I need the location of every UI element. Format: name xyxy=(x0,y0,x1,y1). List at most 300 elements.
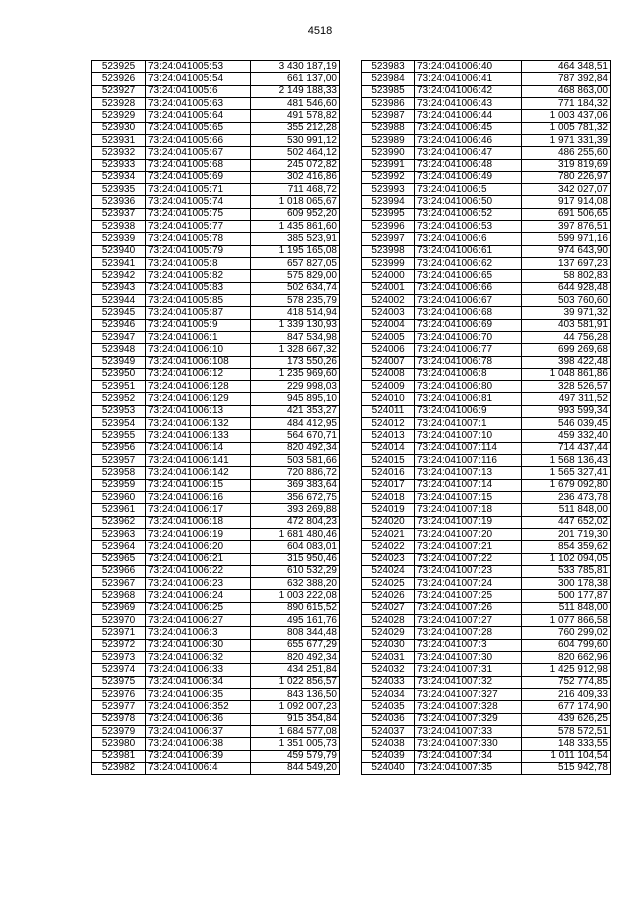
row-number-cell: 524006 xyxy=(362,344,415,356)
value-cell: 632 388,20 xyxy=(251,578,340,590)
row-number-cell: 523945 xyxy=(92,307,146,319)
page-number: 4518 xyxy=(307,25,333,37)
row-number-cell: 523930 xyxy=(92,122,146,134)
cadastral-number-cell: 73:24:041006:65 xyxy=(415,270,522,282)
value-cell: 1 195 165,08 xyxy=(251,245,340,257)
value-cell: 604 083,01 xyxy=(251,541,340,553)
value-cell: 1 077 866,58 xyxy=(522,615,611,627)
table-row xyxy=(362,516,611,528)
cadastral-number-cell: 73:24:041006:50 xyxy=(415,196,522,208)
cadastral-number-cell: 73:24:041007:24 xyxy=(415,578,522,590)
value-cell: 917 914,08 xyxy=(522,196,611,208)
table-row xyxy=(362,430,611,442)
row-number-cell: 524013 xyxy=(362,430,415,442)
cadastral-number-cell: 73:24:041006:17 xyxy=(146,504,251,516)
row-number-cell: 523964 xyxy=(92,541,146,553)
value-cell: 677 174,90 xyxy=(522,701,611,713)
value-cell: 564 670,71 xyxy=(251,430,340,442)
value-cell: 44 756,28 xyxy=(522,331,611,343)
row-number-cell: 524026 xyxy=(362,590,415,602)
table-row xyxy=(92,418,340,430)
cadastral-number-cell: 73:24:041005:78 xyxy=(146,233,251,245)
row-number-cell: 523971 xyxy=(92,627,146,639)
row-number-cell: 523953 xyxy=(92,405,146,417)
table-row xyxy=(92,221,340,233)
value-cell: 491 578,82 xyxy=(251,110,340,122)
value-cell: 39 971,32 xyxy=(522,307,611,319)
cadastral-number-cell: 73:24:041006:33 xyxy=(146,664,251,676)
value-cell: 657 827,05 xyxy=(251,258,340,270)
cadastral-number-cell: 73:24:041005:83 xyxy=(146,282,251,294)
value-cell: 439 626,25 xyxy=(522,713,611,725)
row-number-cell: 524039 xyxy=(362,750,415,762)
table-row xyxy=(92,97,340,109)
table-row xyxy=(92,479,340,491)
row-number-cell: 523982 xyxy=(92,762,146,774)
cadastral-number-cell: 73:24:041006:39 xyxy=(146,750,251,762)
row-number-cell: 523972 xyxy=(92,639,146,651)
cadastral-number-cell: 73:24:041006:53 xyxy=(415,221,522,233)
row-number-cell: 523955 xyxy=(92,430,146,442)
cadastral-number-cell: 73:24:041006:3 xyxy=(146,627,251,639)
value-cell: 3 430 187,19 xyxy=(251,61,340,73)
row-number-cell: 524022 xyxy=(362,541,415,553)
cadastral-number-cell: 73:24:041006:80 xyxy=(415,381,522,393)
row-number-cell: 523968 xyxy=(92,590,146,602)
value-cell: 385 523,91 xyxy=(251,233,340,245)
cadastral-number-cell: 73:24:041007:3 xyxy=(415,639,522,651)
value-cell: 847 534,98 xyxy=(251,331,340,343)
table-row xyxy=(92,147,340,159)
row-number-cell: 523931 xyxy=(92,134,146,146)
row-number-cell: 523925 xyxy=(92,61,146,73)
cadastral-number-cell: 73:24:041006:352 xyxy=(146,701,251,713)
row-number-cell: 524005 xyxy=(362,331,415,343)
value-cell: 691 506,65 xyxy=(522,208,611,220)
value-cell: 328 526,57 xyxy=(522,381,611,393)
table-row xyxy=(362,676,611,688)
row-number-cell: 523948 xyxy=(92,344,146,356)
row-number-cell: 524034 xyxy=(362,688,415,700)
cadastral-number-cell: 73:24:041006:40 xyxy=(415,61,522,73)
row-number-cell: 524031 xyxy=(362,652,415,664)
row-number-cell: 523990 xyxy=(362,147,415,159)
value-cell: 808 344,48 xyxy=(251,627,340,639)
row-number-cell: 524033 xyxy=(362,676,415,688)
cadastral-number-cell: 73:24:041006:108 xyxy=(146,356,251,368)
value-cell: 459 579,79 xyxy=(251,750,340,762)
table-row xyxy=(362,602,611,614)
cadastral-number-cell: 73:24:041005:87 xyxy=(146,307,251,319)
value-cell: 245 072,82 xyxy=(251,159,340,171)
cadastral-number-cell: 73:24:041006:30 xyxy=(146,639,251,651)
table-row xyxy=(92,688,340,700)
row-number-cell: 523966 xyxy=(92,565,146,577)
value-cell: 844 549,20 xyxy=(251,762,340,774)
row-number-cell: 524010 xyxy=(362,393,415,405)
value-cell: 1 235 969,60 xyxy=(251,368,340,380)
cadastral-number-cell: 73:24:041007:28 xyxy=(415,627,522,639)
table-row xyxy=(92,61,340,73)
cadastral-number-cell: 73:24:041006:129 xyxy=(146,393,251,405)
table-row xyxy=(92,270,340,282)
cadastral-number-cell: 73:24:041007:31 xyxy=(415,664,522,676)
cadastral-number-cell: 73:24:041006:37 xyxy=(146,725,251,737)
table-row xyxy=(92,762,340,774)
row-number-cell: 523977 xyxy=(92,701,146,713)
value-cell: 820 492,34 xyxy=(251,652,340,664)
row-number-cell: 523952 xyxy=(92,393,146,405)
cadastral-number-cell: 73:24:041006:4 xyxy=(146,762,251,774)
cadastral-number-cell: 73:24:041007:33 xyxy=(415,725,522,737)
cadastral-number-cell: 73:24:041006:13 xyxy=(146,405,251,417)
table-row xyxy=(92,368,340,380)
value-cell: 854 359,62 xyxy=(522,541,611,553)
row-number-cell: 523983 xyxy=(362,61,415,73)
value-cell: 1 351 005,73 xyxy=(251,738,340,750)
value-cell: 1 102 094,05 xyxy=(522,553,611,565)
row-number-cell: 523991 xyxy=(362,159,415,171)
row-number-cell: 524007 xyxy=(362,356,415,368)
row-number-cell: 524040 xyxy=(362,762,415,774)
table-row xyxy=(92,602,340,614)
table-row xyxy=(92,282,340,294)
value-cell: 421 353,27 xyxy=(251,405,340,417)
cadastral-number-cell: 73:24:041006:133 xyxy=(146,430,251,442)
table-row xyxy=(362,738,611,750)
table-row xyxy=(92,258,340,270)
row-number-cell: 523965 xyxy=(92,553,146,565)
table-row xyxy=(362,282,611,294)
value-cell: 1 003 222,08 xyxy=(251,590,340,602)
table-row xyxy=(362,344,611,356)
cadastral-number-cell: 73:24:041006:81 xyxy=(415,393,522,405)
cadastral-number-cell: 73:24:041005:66 xyxy=(146,134,251,146)
table-row xyxy=(92,319,340,331)
row-number-cell: 523973 xyxy=(92,652,146,664)
cadastral-number-cell: 73:24:041005:71 xyxy=(146,184,251,196)
cadastral-number-cell: 73:24:041006:24 xyxy=(146,590,251,602)
row-number-cell: 523999 xyxy=(362,258,415,270)
table-row xyxy=(362,664,611,676)
cadastral-number-cell: 73:24:041007:116 xyxy=(415,455,522,467)
row-number-cell: 523969 xyxy=(92,602,146,614)
cadastral-number-cell: 73:24:041006:43 xyxy=(415,97,522,109)
table-row xyxy=(92,159,340,171)
row-number-cell: 524018 xyxy=(362,491,415,503)
row-number-cell: 523926 xyxy=(92,73,146,85)
row-number-cell: 524011 xyxy=(362,405,415,417)
cadastral-number-cell: 73:24:041007:13 xyxy=(415,467,522,479)
row-number-cell: 523975 xyxy=(92,676,146,688)
cadastral-number-cell: 73:24:041006:10 xyxy=(146,344,251,356)
value-cell: 993 599,34 xyxy=(522,405,611,417)
value-cell: 1 681 480,46 xyxy=(251,528,340,540)
value-cell: 319 819,69 xyxy=(522,159,611,171)
row-number-cell: 523957 xyxy=(92,455,146,467)
value-cell: 1 005 781,32 xyxy=(522,122,611,134)
table-row xyxy=(92,208,340,220)
cadastral-number-cell: 73:24:041006:36 xyxy=(146,713,251,725)
row-number-cell: 523951 xyxy=(92,381,146,393)
table-row xyxy=(92,184,340,196)
row-number-cell: 524030 xyxy=(362,639,415,651)
row-number-cell: 524004 xyxy=(362,319,415,331)
cadastral-number-cell: 73:24:041006:9 xyxy=(415,405,522,417)
cadastral-number-cell: 73:24:041006:15 xyxy=(146,479,251,491)
row-number-cell: 524032 xyxy=(362,664,415,676)
table-row xyxy=(362,159,611,171)
value-cell: 546 039,45 xyxy=(522,418,611,430)
table-row xyxy=(362,578,611,590)
value-cell: 699 269,68 xyxy=(522,344,611,356)
value-cell: 500 177,87 xyxy=(522,590,611,602)
cadastral-number-cell: 73:24:041006:52 xyxy=(415,208,522,220)
table-row xyxy=(362,208,611,220)
row-number-cell: 523943 xyxy=(92,282,146,294)
value-cell: 511 848,00 xyxy=(522,504,611,516)
row-number-cell: 523998 xyxy=(362,245,415,257)
cadastral-number-cell: 73:24:041007:32 xyxy=(415,676,522,688)
table-row xyxy=(362,688,611,700)
value-cell: 403 581,91 xyxy=(522,319,611,331)
value-cell: 661 137,00 xyxy=(251,73,340,85)
table-row xyxy=(362,565,611,577)
value-cell: 137 697,23 xyxy=(522,258,611,270)
table-row xyxy=(92,73,340,85)
table-row xyxy=(92,430,340,442)
table-row xyxy=(92,615,340,627)
value-cell: 236 473,78 xyxy=(522,491,611,503)
value-cell: 511 848,00 xyxy=(522,602,611,614)
table-row xyxy=(362,270,611,282)
row-number-cell: 523978 xyxy=(92,713,146,725)
table-row xyxy=(92,652,340,664)
value-cell: 604 799,60 xyxy=(522,639,611,651)
value-cell: 398 422,48 xyxy=(522,356,611,368)
cadastral-number-cell: 73:24:041006:68 xyxy=(415,307,522,319)
value-cell: 481 546,60 xyxy=(251,97,340,109)
value-cell: 503 760,60 xyxy=(522,294,611,306)
table-row xyxy=(92,738,340,750)
table-row xyxy=(92,627,340,639)
value-cell: 974 643,90 xyxy=(522,245,611,257)
value-cell: 915 354,84 xyxy=(251,713,340,725)
table-row xyxy=(92,725,340,737)
table-row xyxy=(362,184,611,196)
value-cell: 464 348,51 xyxy=(522,61,611,73)
row-number-cell: 523986 xyxy=(362,97,415,109)
value-cell: 752 774,85 xyxy=(522,676,611,688)
row-number-cell: 523993 xyxy=(362,184,415,196)
value-cell: 355 212,28 xyxy=(251,122,340,134)
table-row xyxy=(92,344,340,356)
table-row xyxy=(92,578,340,590)
value-cell: 1 328 667,32 xyxy=(251,344,340,356)
value-cell: 655 677,29 xyxy=(251,639,340,651)
value-cell: 495 161,76 xyxy=(251,615,340,627)
table-row xyxy=(92,750,340,762)
value-cell: 503 581,66 xyxy=(251,455,340,467)
row-number-cell: 523959 xyxy=(92,479,146,491)
cadastral-number-cell: 73:24:041006:32 xyxy=(146,652,251,664)
row-number-cell: 524014 xyxy=(362,442,415,454)
cadastral-number-cell: 73:24:041007:327 xyxy=(415,688,522,700)
cadastral-number-cell: 73:24:041005:82 xyxy=(146,270,251,282)
table-row xyxy=(92,590,340,602)
row-number-cell: 523960 xyxy=(92,491,146,503)
row-number-cell: 523963 xyxy=(92,528,146,540)
row-number-cell: 523956 xyxy=(92,442,146,454)
value-cell: 229 998,03 xyxy=(251,381,340,393)
table-row xyxy=(92,85,340,97)
row-number-cell: 523939 xyxy=(92,233,146,245)
value-cell: 1 565 327,41 xyxy=(522,467,611,479)
value-cell: 397 876,51 xyxy=(522,221,611,233)
row-number-cell: 524002 xyxy=(362,294,415,306)
value-cell: 356 672,75 xyxy=(251,491,340,503)
cadastral-number-cell: 73:24:041006:66 xyxy=(415,282,522,294)
cadastral-number-cell: 73:24:041007:329 xyxy=(415,713,522,725)
table-row xyxy=(92,381,340,393)
table-row xyxy=(362,713,611,725)
row-number-cell: 523954 xyxy=(92,418,146,430)
row-number-cell: 523934 xyxy=(92,171,146,183)
row-number-cell: 523929 xyxy=(92,110,146,122)
cadastral-number-cell: 73:24:041006:67 xyxy=(415,294,522,306)
row-number-cell: 524023 xyxy=(362,553,415,565)
table-row xyxy=(362,85,611,97)
value-cell: 369 383,64 xyxy=(251,479,340,491)
cadastral-number-cell: 73:24:041006:141 xyxy=(146,455,251,467)
cadastral-number-cell: 73:24:041007:15 xyxy=(415,491,522,503)
table-row xyxy=(92,504,340,516)
table-row xyxy=(362,122,611,134)
row-number-cell: 524008 xyxy=(362,368,415,380)
value-cell: 300 178,38 xyxy=(522,578,611,590)
cadastral-number-cell: 73:24:041005:85 xyxy=(146,294,251,306)
row-number-cell: 523962 xyxy=(92,516,146,528)
table-row xyxy=(92,528,340,540)
cadastral-number-cell: 73:24:041006:22 xyxy=(146,565,251,577)
table-row xyxy=(92,196,340,208)
cadastral-number-cell: 73:24:041006:27 xyxy=(146,615,251,627)
row-number-cell: 524009 xyxy=(362,381,415,393)
cadastral-number-cell: 73:24:041006:25 xyxy=(146,602,251,614)
table-row xyxy=(362,590,611,602)
row-number-cell: 524017 xyxy=(362,479,415,491)
table-row xyxy=(362,319,611,331)
cadastral-number-cell: 73:24:041005:69 xyxy=(146,171,251,183)
value-cell: 502 464,12 xyxy=(251,147,340,159)
row-number-cell: 523988 xyxy=(362,122,415,134)
value-cell: 486 255,60 xyxy=(522,147,611,159)
cadastral-number-cell: 73:24:041006:8 xyxy=(415,368,522,380)
value-cell: 1 092 007,23 xyxy=(251,701,340,713)
row-number-cell: 523941 xyxy=(92,258,146,270)
cadastral-number-cell: 73:24:041005:65 xyxy=(146,122,251,134)
cadastral-number-cell: 73:24:041007:330 xyxy=(415,738,522,750)
value-cell: 820 492,34 xyxy=(251,442,340,454)
table-row xyxy=(92,134,340,146)
row-number-cell: 523997 xyxy=(362,233,415,245)
table-row xyxy=(362,541,611,553)
table-row xyxy=(362,196,611,208)
table-row xyxy=(362,245,611,257)
row-number-cell: 524037 xyxy=(362,725,415,737)
value-cell: 843 136,50 xyxy=(251,688,340,700)
table-row xyxy=(92,516,340,528)
cadastral-number-cell: 73:24:041006:48 xyxy=(415,159,522,171)
table-row xyxy=(92,110,340,122)
cadastral-number-cell: 73:24:041006:5 xyxy=(415,184,522,196)
value-cell: 599 971,16 xyxy=(522,233,611,245)
cadastral-number-cell: 73:24:041007:1 xyxy=(415,418,522,430)
row-number-cell: 523928 xyxy=(92,97,146,109)
cadastral-number-cell: 73:24:041006:19 xyxy=(146,528,251,540)
table-row xyxy=(92,245,340,257)
cadastral-number-cell: 73:24:041006:14 xyxy=(146,442,251,454)
row-number-cell: 523961 xyxy=(92,504,146,516)
row-number-cell: 523980 xyxy=(92,738,146,750)
row-number-cell: 523974 xyxy=(92,664,146,676)
table-row xyxy=(362,97,611,109)
table-row xyxy=(362,405,611,417)
cadastral-number-cell: 73:24:041005:79 xyxy=(146,245,251,257)
value-cell: 1 048 861,86 xyxy=(522,368,611,380)
table-row xyxy=(362,171,611,183)
cadastral-number-cell: 73:24:041006:21 xyxy=(146,553,251,565)
cadastral-number-cell: 73:24:041005:9 xyxy=(146,319,251,331)
table-row xyxy=(362,110,611,122)
table-row xyxy=(362,725,611,737)
row-number-cell: 524025 xyxy=(362,578,415,590)
row-number-cell: 524003 xyxy=(362,307,415,319)
table-row xyxy=(362,615,611,627)
table-row xyxy=(362,491,611,503)
row-number-cell: 524036 xyxy=(362,713,415,725)
row-number-cell: 524035 xyxy=(362,701,415,713)
table-row xyxy=(362,307,611,319)
cadastral-number-cell: 73:24:041006:61 xyxy=(415,245,522,257)
table-row xyxy=(362,442,611,454)
table-row xyxy=(362,61,611,73)
row-number-cell: 523984 xyxy=(362,73,415,85)
row-number-cell: 523932 xyxy=(92,147,146,159)
table-row xyxy=(362,479,611,491)
cadastral-number-cell: 73:24:041006:49 xyxy=(415,171,522,183)
value-cell: 714 437,44 xyxy=(522,442,611,454)
cadastral-number-cell: 73:24:041006:142 xyxy=(146,467,251,479)
value-cell: 418 514,94 xyxy=(251,307,340,319)
table-row xyxy=(92,676,340,688)
value-cell: 720 886,72 xyxy=(251,467,340,479)
row-number-cell: 524028 xyxy=(362,615,415,627)
table-row xyxy=(92,393,340,405)
table-row xyxy=(92,307,340,319)
cadastral-number-cell: 73:24:041006:18 xyxy=(146,516,251,528)
table-row xyxy=(362,331,611,343)
cadastral-number-cell: 73:24:041005:77 xyxy=(146,221,251,233)
cadastral-number-cell: 73:24:041007:26 xyxy=(415,602,522,614)
value-cell: 393 269,88 xyxy=(251,504,340,516)
value-cell: 148 333,55 xyxy=(522,738,611,750)
row-number-cell: 523976 xyxy=(92,688,146,700)
cadastral-number-cell: 73:24:041007:20 xyxy=(415,528,522,540)
row-number-cell: 524027 xyxy=(362,602,415,614)
cadastral-number-cell: 73:24:041006:6 xyxy=(415,233,522,245)
value-cell: 434 251,84 xyxy=(251,664,340,676)
